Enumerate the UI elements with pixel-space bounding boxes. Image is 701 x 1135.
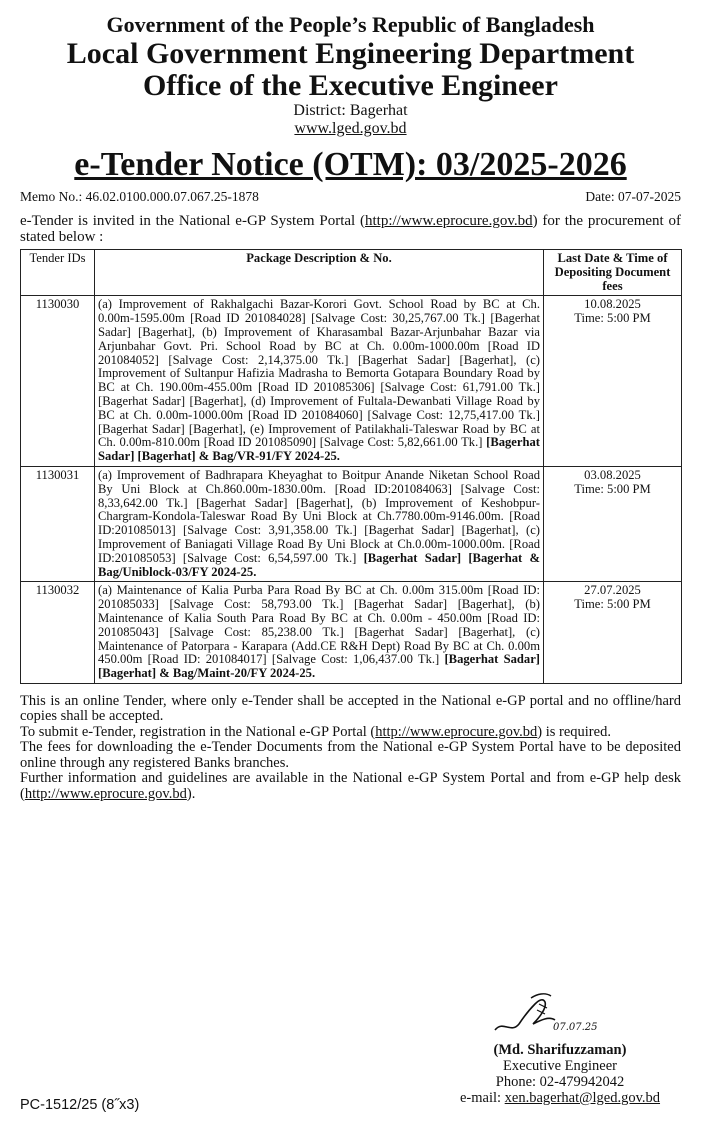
tender-id: 1130032	[21, 582, 95, 684]
table-row	[21, 296, 682, 467]
table-row	[21, 466, 682, 581]
note-registration	[20, 725, 681, 741]
intro-paragraph	[20, 213, 681, 245]
header-last-date: Last Date & Time of Depositing Document fees	[544, 250, 682, 296]
notice-title: e-Tender Notice (OTM): 03/2025-2026	[74, 146, 627, 183]
notes-section	[20, 694, 681, 803]
notice-date: Date: 07-07-2025	[585, 189, 681, 204]
signature-block	[380, 990, 680, 1106]
description-text: (a) Improvement of Rakhalgachi Bazar-Korori Govt. School Road by BC at Ch. 0.00m-1595.00m [Road ID 201084028] [Salvage Cost: 30,25,767.00 Tk.] [Bagerhat Sadar] [Bagerhat], (b) Improvement of Kharasambal Bazar-Arjunbahar Bazar via Arjunbahar Govt. Pri. School Road by BC at Ch. 0.00m-1000.00m [Road ID 201084052] [Salvage Cost: 2,14,375.00 Tk.] [Bagerhat Sadar] [Bagerhat], (c) Improvement of Sultanpur Hafizia Madrasha to Bemorta Gotapara Boundary Road by BC at Ch. 190.00m-455.00m [Road ID 201085306] [Salvage Cost: 61,791.00 Tk.] [Bagerhat Sadar] [Bagerhat], (d) Improvement of Fultala-Dewanbati Village Road by BC at Ch. 0.00m-1000.00m [Road ID 201084060] [Salvage Cost: 12,75,417.00 Tk.] [Bagerhat Sadar] [Bagerhat], (e) Improvement of Patilakhali-Taleswar Road by BC at Ch. 0.00m-810.00m [Road ID 201085090] [Salvage Cost: 5,82,661.00 Tk.]	[98, 297, 540, 450]
note-text-end: ).	[186, 785, 196, 802]
government-title: Government of the People’s Republic of Bangladesh	[106, 12, 595, 37]
memo-row	[20, 188, 681, 205]
note-guidelines	[20, 771, 681, 802]
intro-text: e-Tender is invited in the National e-GP System Portal (	[20, 213, 366, 229]
tender-id: 1130030	[21, 296, 95, 467]
header-tender-ids: Tender IDs	[21, 250, 95, 296]
email-label: e-mail:	[459, 1090, 505, 1106]
tender-id: 1130031	[21, 466, 95, 581]
table-header-row	[21, 250, 682, 296]
eprocure-link[interactable]: http://www.eprocure.gov.bd	[365, 213, 533, 229]
last-time: Time: 5:00 PM	[574, 597, 651, 612]
package-number: [Bagerhat Sadar] [Bagerhat & Bag/Uniblock-03/FY 2024-25.	[98, 550, 540, 579]
signature-date: 07.07.25	[553, 1022, 598, 1033]
email-link[interactable]: xen.bagerhat@lged.gov.bd	[504, 1090, 661, 1106]
signer-name: (Md. Sharifuzzaman)	[493, 1042, 627, 1058]
last-date: 27.07.2025	[584, 583, 641, 598]
last-date: 03.08.2025	[584, 467, 641, 482]
package-description	[95, 466, 544, 581]
intro-text-end: ) for the procurement of stated below :	[20, 213, 681, 245]
office-title: Office of the Executive Engineer	[143, 69, 558, 102]
note-text: To submit e-Tender, registration in the National e-GP Portal (	[20, 723, 376, 740]
note-fees: The fees for downloading the e-Tender Documents from the National e-GP System Portal have to be deposited online through any registered Banks branches.	[20, 739, 681, 771]
signer-email-row	[442, 1090, 678, 1106]
package-description	[95, 296, 544, 467]
header-package-description: Package Description & No.	[95, 250, 544, 296]
signer-phone: Phone: 02-479942042	[495, 1074, 625, 1090]
package-description	[95, 582, 544, 684]
district-label: District: Bagerhat	[293, 102, 408, 119]
tender-table	[20, 249, 682, 684]
last-time: Time: 5:00 PM	[574, 481, 651, 496]
description-text: (a) Improvement of Badhrapara Kheyaghat to Boitpur Anande Niketan School Road By Uni Block at Ch.860.00m-1830.00m. [Road ID:201084063] [Salvage Cost: 8,33,642.00 Tk.] [Bagerhat Sadar] [Bagerhat], (b) Improvement of Keshobpur-Chargram-Kondola-Taleswar Road By Uni Block at Ch.7780.00m-9146.00m. [Road ID:201085013] [Salvage Cost: 3,91,358.00 Tk.] [Bagerhat Sadar] [Bagerhat], (c) Improvement of Baniagati Village Road By Uni Block at Ch.0.00m-1000.00m. [Road ID:201085053] [Salvage Cost: 6,54,597.00 Tk.]	[98, 467, 540, 565]
eprocure-link[interactable]: http://www.eprocure.gov.bd	[24, 785, 187, 802]
package-number: [Bagerhat Sadar] [Bagerhat] & Bag/Maint-20/FY 2024-25.	[98, 652, 540, 681]
table-row	[21, 582, 682, 684]
last-date-cell	[544, 466, 682, 581]
description-text: (a) Maintenance of Kalia Purba Para Road By BC at Ch. 0.00m 315.00m [Road ID: 201085033] [Salvage Cost: 58,793.00 Tk.] [Bagerhat Sadar] [Bagerhat], (b) Maintenance of Kalia South Para Road By BC at Ch. 0.00m - 450.00m [Road ID: 201085043] [Salvage Cost: 85,238.00 Tk.] [Bagerhat Sadar] [Bagerhat], (c) Maintenance of Patorpara - Karapara (Add.CE R&H Dept) Road By BC at Ch. 0.00m 450.00m [Road ID: 201084017] [Salvage Cost: 1,06,437.00 Tk.]	[98, 583, 540, 667]
note-text: Further information and guidelines are available in the National e-GP System Portal and from e-GP help desk (	[20, 770, 681, 802]
memo-number: Memo No.: 46.02.0100.000.07.067.25-1878	[20, 189, 259, 204]
print-code: PC-1512/25 (8˝x3)	[20, 1097, 140, 1113]
department-title: Local Government Engineering Department	[66, 37, 635, 70]
last-date-cell	[544, 296, 682, 467]
eprocure-link[interactable]: http://www.eprocure.gov.bd	[375, 723, 538, 740]
note-online-tender: This is an online Tender, where only e-Tender shall be accepted in the National e-GP portal and no offline/hard copies shall be accepted.	[20, 692, 681, 725]
last-date: 10.08.2025	[584, 297, 641, 312]
handwritten-signature	[485, 990, 605, 1042]
note-text-end: ) is required.	[537, 723, 611, 740]
signer-details	[442, 1042, 678, 1106]
last-date-cell	[544, 582, 682, 684]
package-number: [Bagerhat Sadar] [Bagerhat] & Bag/VR-91/FY 2024-25.	[98, 435, 540, 464]
last-time: Time: 5:00 PM	[574, 311, 651, 326]
website-link[interactable]: www.lged.gov.bd	[294, 120, 407, 137]
header	[20, 12, 681, 138]
signer-title: Executive Engineer	[503, 1058, 617, 1074]
